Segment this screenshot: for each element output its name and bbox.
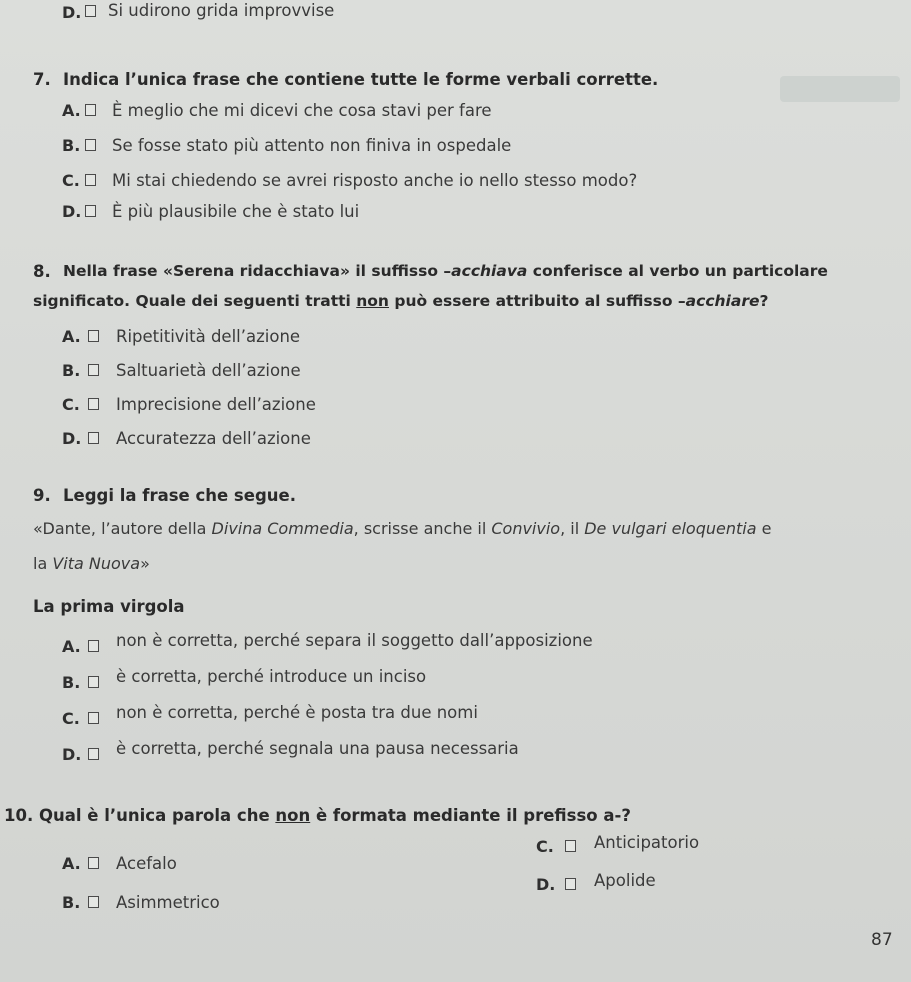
q9-option-c-letter: C. (62, 709, 80, 728)
q6-option-d-checkbox[interactable] (85, 5, 96, 17)
q9-option-d-checkbox[interactable] (88, 748, 99, 760)
q10-option-c-text: Anticipatorio (594, 833, 700, 852)
q10-option-c-checkbox[interactable] (565, 840, 576, 852)
q8-option-a-letter: A. (62, 327, 81, 346)
q8-not-emphasis: non (356, 292, 389, 310)
q8-option-a-text: Ripetitività dell’azione (116, 327, 301, 346)
q9-quote-part: e (756, 519, 772, 538)
q8-number: 8. (33, 262, 51, 281)
q9-quote-part: «Dante, l’autore della (33, 519, 212, 538)
q9-option-b-checkbox[interactable] (88, 676, 99, 688)
q10-option-b-text: Asimmetrico (116, 893, 220, 912)
q8-option-c-checkbox[interactable] (88, 398, 99, 410)
q9-option-a-text: non è corretta, perché separa il soggetto dall’apposizione (116, 631, 593, 650)
q7-option-a-text: È meglio che mi dicevi che cosa stavi per fare (112, 101, 492, 120)
q8-option-b-text: Saltuarietà dell’azione (116, 361, 301, 380)
q10-question-part: Qual è l’unica parola che (38, 806, 276, 825)
q9-option-c-text: non è corretta, perché è posta tra due nomi (116, 703, 478, 722)
q9-title-convivio: Convivio (491, 519, 561, 538)
q9-quote-part: la (33, 554, 53, 573)
q10-question-part: è formata mediante il prefisso a-? (310, 806, 631, 825)
q9-option-d-text: è corretta, perché segnala una pausa necessaria (116, 739, 519, 758)
page-number: 87 (871, 930, 893, 950)
q10-not-emphasis: non (275, 806, 311, 825)
q8-line1-part: Nella frase «Serena ridacchiava» il suffisso – (63, 262, 452, 280)
q8-option-d-letter: D. (62, 429, 82, 448)
q8-suffix-acchiare: acchiare (685, 292, 760, 310)
q10-option-c-letter: C. (536, 837, 554, 856)
q9-option-a-letter: A. (62, 637, 81, 656)
q8-option-a-checkbox[interactable] (88, 330, 99, 342)
q10-option-b-checkbox[interactable] (88, 896, 99, 908)
q10-option-d-text: Apolide (594, 871, 656, 890)
q7-option-d-text: È più plausibile che è stato lui (112, 202, 360, 221)
q8-suffix-acchiava: acchiava (451, 262, 528, 280)
q8-line1-part: conferisce al verbo un particolare (527, 262, 828, 280)
q7-option-b-text: Se fosse stato più attento non finiva in ospedale (112, 136, 512, 155)
q8-option-d-text: Accuratezza dell’azione (116, 429, 311, 448)
q10-option-a-checkbox[interactable] (88, 857, 99, 869)
q10-question (4, 806, 631, 825)
q8-option-b-checkbox[interactable] (88, 364, 99, 376)
q7-option-c-checkbox[interactable] (85, 174, 96, 186)
q7-question: Indica l’unica frase che contiene tutte le forme verbali corrette. (63, 70, 659, 89)
q7-option-c-text: Mi stai chiedendo se avrei risposto anche io nello stesso modo? (112, 171, 638, 190)
q10-number: 10. (4, 806, 34, 825)
q8-line2-part: ? (759, 292, 769, 310)
q9-title-de-vulgari: De vulgari eloquentia (584, 519, 757, 538)
q9-quote-part: , scrisse anche il (353, 519, 492, 538)
q9-number: 9. (33, 486, 51, 505)
q10-option-d-letter: D. (536, 875, 556, 894)
q10-option-d-checkbox[interactable] (565, 878, 576, 890)
q9-option-b-letter: B. (62, 673, 81, 692)
q9-option-d-letter: D. (62, 745, 82, 764)
q8-option-c-text: Imprecisione dell’azione (116, 395, 316, 414)
q9-title-divina-commedia: Divina Commedia (211, 519, 354, 538)
q8-option-b-letter: B. (62, 361, 81, 380)
q10-option-b-letter: B. (62, 893, 81, 912)
q9-quote-line1 (33, 519, 771, 538)
q7-option-c-letter: C. (62, 171, 80, 190)
q9-option-c-checkbox[interactable] (88, 712, 99, 724)
q6-option-d-letter: D. (62, 3, 82, 22)
q8-line2-part: può essere attribuito al suffisso – (388, 292, 686, 310)
q7-option-a-checkbox[interactable] (85, 104, 96, 116)
q8-question-line1 (63, 262, 828, 280)
q9-subheading: La prima virgola (33, 597, 185, 616)
q8-option-c-letter: C. (62, 395, 80, 414)
q10-option-a-text: Acefalo (116, 854, 177, 873)
q9-question: Leggi la frase che segue. (63, 486, 296, 505)
q9-quote-part: , il (560, 519, 585, 538)
bleed-through-mark (780, 76, 900, 102)
q9-option-a-checkbox[interactable] (88, 640, 99, 652)
q8-question-line2 (33, 292, 768, 310)
q6-option-d-text: Si udirono grida improvvise (108, 1, 335, 20)
q7-option-b-checkbox[interactable] (85, 139, 96, 151)
q7-option-a-letter: A. (62, 101, 81, 120)
q9-quote-part: » (140, 554, 150, 573)
q9-option-b-text: è corretta, perché introduce un inciso (116, 667, 427, 686)
q10-option-a-letter: A. (62, 854, 81, 873)
q9-title-vita-nuova: Vita Nuova (52, 554, 141, 573)
q8-option-d-checkbox[interactable] (88, 432, 99, 444)
q7-number: 7. (33, 70, 51, 89)
q8-line2-part: significato. Quale dei seguenti tratti (33, 292, 357, 310)
q7-option-d-letter: D. (62, 202, 82, 221)
q7-option-b-letter: B. (62, 136, 81, 155)
q9-quote-line2 (33, 554, 150, 573)
q7-option-d-checkbox[interactable] (85, 205, 96, 217)
